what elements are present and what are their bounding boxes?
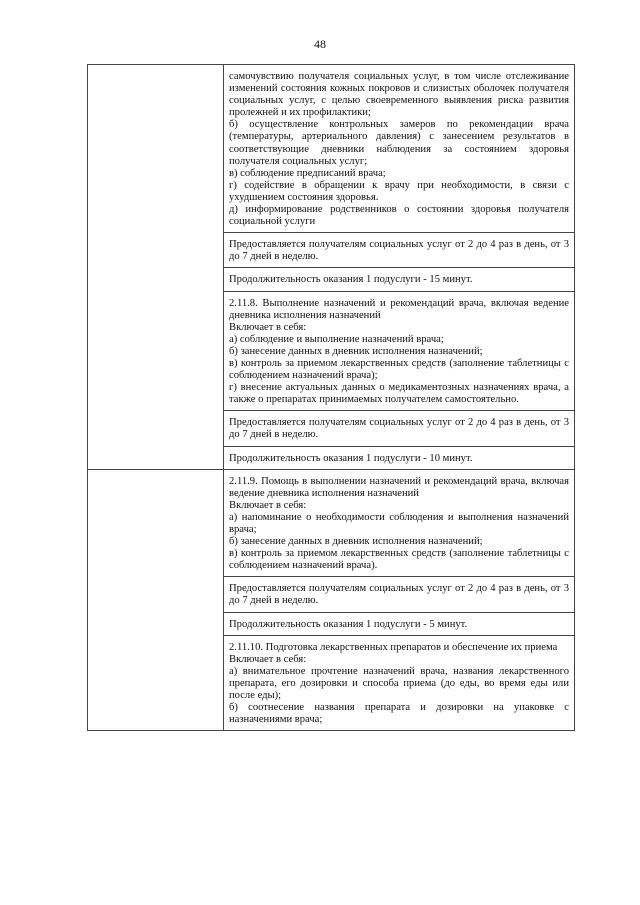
text-line: Продолжительность оказания 1 подуслуги - 15 минут. [229, 274, 473, 286]
text-line: б) соотнесение названия препарата и дозировки на упаковке с назначениями врача; [229, 702, 569, 726]
table-row [88, 65, 575, 233]
text-line: Продолжительность оказания 1 подуслуги - 5 минут. [229, 618, 468, 630]
description-cell [224, 635, 575, 731]
text-line: в) контроль за приемом лекарственных средств (заполнение таблетницы с соблюдением назначений врача); [229, 357, 569, 382]
text-line: а) напоминание о необходимости соблюдения и выполнения назначений врача; [229, 511, 569, 535]
text-line: г) внесение актуальных данных о медикаментозных назначениях врача, а также о препаратах принимаемых получателем самостоятельно. [229, 382, 569, 406]
text-line: б) занесение данных в дневник исполнения назначений; [229, 536, 483, 548]
frequency-cell [224, 233, 575, 268]
duration-cell [224, 446, 575, 469]
table-row [88, 469, 575, 577]
text-line: Предоставляется получателям социальных услуг от 2 до 4 раз в день, от 3 до 7 дней в неделю. [229, 239, 569, 263]
text-line: 2.11.10. Подготовка лекарственных препаратов и обеспечение их приема [229, 641, 558, 653]
text-line: б) занесение данных в дневник исполнения назначений; [229, 345, 483, 357]
left-cell [88, 469, 224, 731]
services-table [87, 64, 575, 731]
text-line: 2.11.8. Выполнение назначений и рекомендаций врача, включая ведение дневника исполнения назначений [229, 297, 569, 321]
text-line: д) информирование родственников о состоянии здоровья получателя социальной услуги [229, 204, 569, 228]
text-line: Предоставляется получателям социальных услуг от 2 до 4 раз в день, от 3 до 7 дней в неделю. [229, 417, 569, 441]
text-line: Включает в себя: [229, 321, 307, 333]
text-line: Включает в себя: [229, 653, 307, 665]
text-line: самочувствию получателя социальных услуг, в том числе отслеживание изменений состояния кожных покровов и слизистых оболочек получателя социальных услуг, с целью своевременного выявления риска развития пролежней и их профилактики; [229, 71, 569, 119]
text-line: в) соблюдение предписаний врача; [229, 167, 386, 179]
description-cell [224, 469, 575, 577]
duration-cell [224, 268, 575, 291]
duration-cell [224, 612, 575, 635]
frequency-cell [224, 577, 575, 612]
text-line: а) внимательное прочтение назначений врача, названия лекарственного препарата, его дозировки и способа приема (до еды, во время еды или после еды); [229, 665, 569, 702]
text-line: в) контроль за приемом лекарственных средств (заполнение таблетницы с соблюдением назначений врача). [229, 548, 569, 572]
text-line: Предоставляется получателям социальных услуг от 2 до 4 раз в день, от 3 до 7 дней в неделю. [229, 583, 569, 607]
description-cell [224, 65, 575, 233]
text-line: 2.11.9. Помощь в выполнении назначений и рекомендаций врача, включая ведение дневника исполнения назначений [229, 475, 569, 499]
page-number: 48 [314, 37, 326, 51]
text-line: б) осуществление контрольных замеров по рекомендации врача (температуры, артериального давления) с занесением результатов в соответствующие дневники наблюдения за состоянием здоровья получателя социальных услуг; [229, 119, 569, 167]
frequency-cell [224, 411, 575, 446]
description-cell [224, 291, 575, 411]
text-line: а) соблюдение и выполнение назначений врача; [229, 333, 444, 345]
left-cell [88, 65, 224, 470]
text-line: Продолжительность оказания 1 подуслуги - 10 минут. [229, 452, 473, 464]
text-line: г) содействие в обращении к врачу при необходимости, в связи с ухудшением состояния здоровья. [229, 179, 569, 203]
text-line: Включает в себя: [229, 499, 307, 511]
